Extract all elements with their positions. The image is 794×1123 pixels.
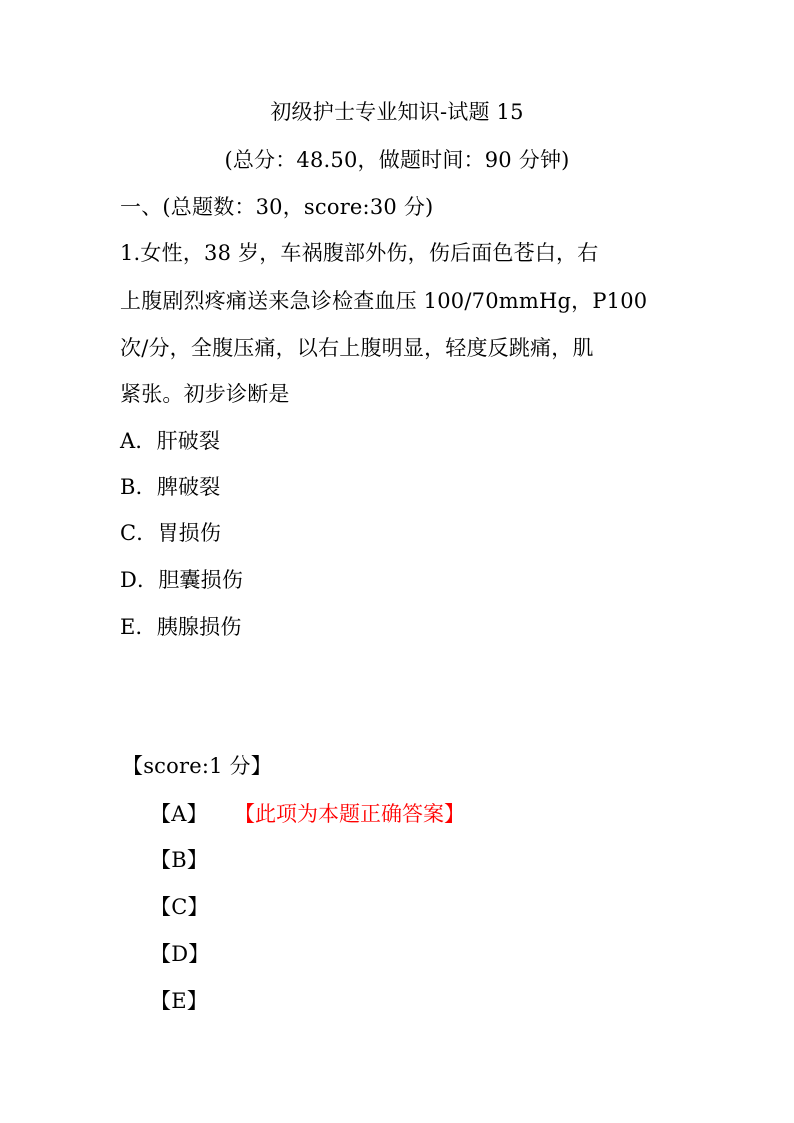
section-heading: 一、(总题数：30，score:30 分) [120,195,434,219]
option-c: C．胃损伤 [120,521,222,545]
document-title: 初级护士专业知识-试题 15 [270,100,524,124]
answer-label-c: 【C】 [150,895,209,919]
option-d: D．胆囊损伤 [120,568,244,592]
question-line: 紧张。初步诊断是 [120,382,290,406]
answer-label-b: 【B】 [150,848,209,872]
question-line: 次/分，全腹压痛，以右上腹明显，轻度反跳痛，肌 [120,336,594,360]
answer-label-d: 【D】 [150,942,210,966]
correct-answer-note: 【此项为本题正确答案】 [234,802,465,826]
score-label: 【score:1 分】 [122,754,272,778]
question-line: 上腹剧烈疼痛送来急诊检查血压 100/70mmHg，P100 [120,289,648,313]
option-a: A．肝破裂 [120,429,221,453]
question-line: 1.女性，38 岁，车祸腹部外伤，伤后面色苍白，右 [120,241,599,265]
answer-label-e: 【E】 [150,989,208,1013]
option-e: E．胰腺损伤 [120,615,242,639]
answer-label-a: 【A】 [150,802,208,826]
document-subtitle: (总分：48.50，做题时间：90 分钟) [224,148,570,172]
option-b: B．脾破裂 [120,475,221,499]
